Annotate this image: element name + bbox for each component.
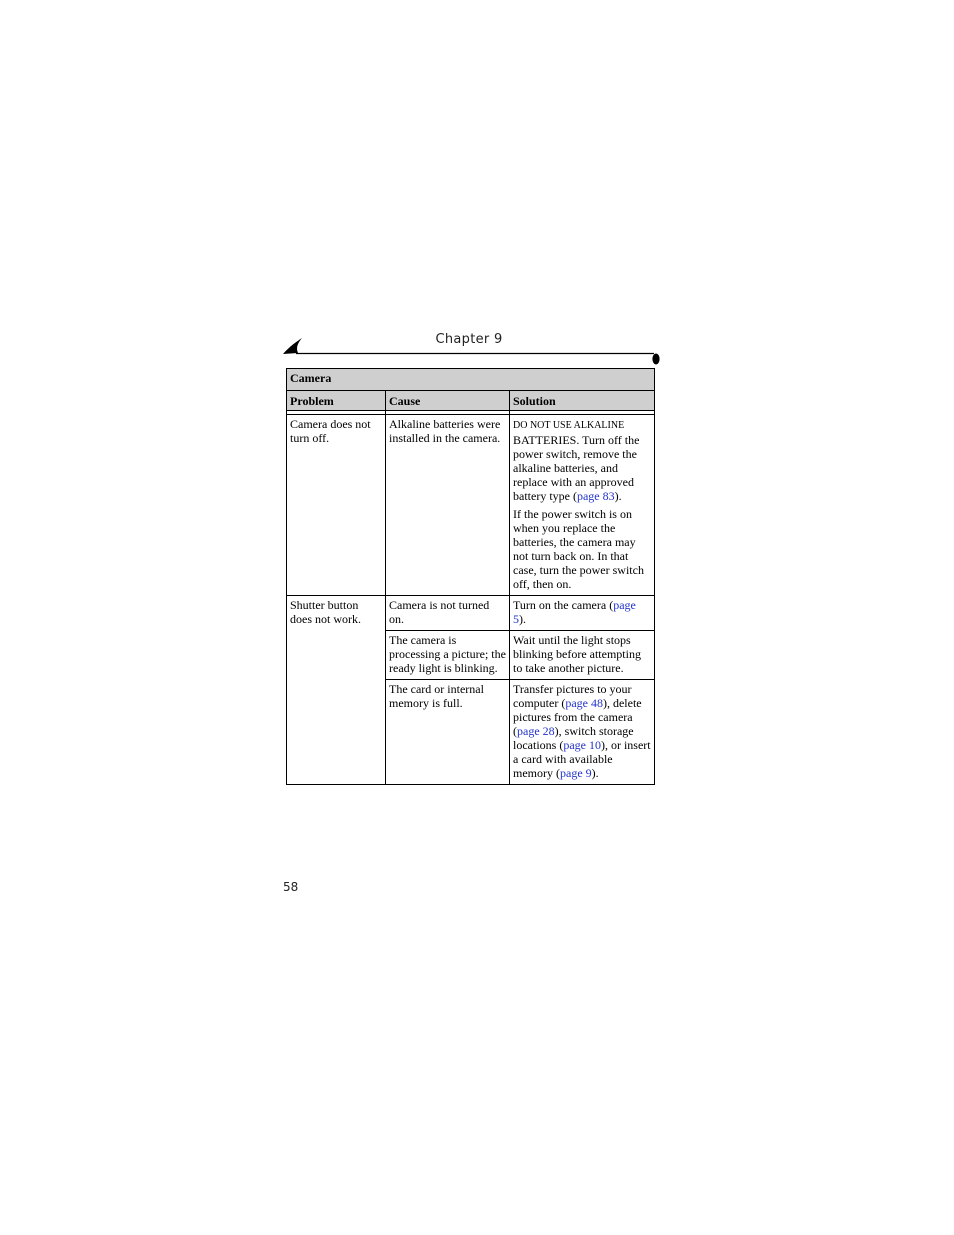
solution-cell: Wait until the light stops blinking before attempting to take another picture. [510, 631, 655, 680]
solution-paragraph: If the power switch is on when you replace the batteries, the camera may not turn back on. In that case, turn the power switch off, then on. [513, 507, 644, 591]
section-title: Camera [287, 369, 655, 391]
solution-text: ), delete pictures from the camera ( [513, 696, 642, 738]
page-link[interactable]: page 48 [565, 696, 603, 710]
chapter-title: Chapter 9 [435, 332, 503, 347]
page-link[interactable]: page 83 [576, 489, 615, 503]
table-row [287, 596, 655, 631]
cause-cell: The card or internal memory is full. [386, 680, 510, 785]
cause-cell: Alkaline batteries were installed in the camera. [386, 415, 510, 596]
solution-paragraph [513, 417, 651, 503]
solution-text: BATTERIES. Turn off the power switch, remove the alkaline batteries, and replace with an approved battery type ( [513, 433, 640, 503]
solution-cell [510, 415, 655, 596]
solution-text: ). [519, 612, 526, 626]
solution-text: ). [591, 766, 599, 780]
page-number: 58 [283, 880, 299, 894]
page-link[interactable]: page 5 [513, 598, 636, 626]
column-header-row [287, 391, 655, 411]
solution-text: ), switch storage locations ( [513, 724, 634, 752]
warning-text: DO NOT USE ALKALINE [513, 420, 625, 431]
cause-cell: Camera is not turned on. [386, 596, 510, 631]
column-header-solution: Solution [510, 391, 655, 411]
solution-text: Turn on the camera ( [513, 598, 614, 612]
solution-text: ), or insert a card with available memory ( [513, 738, 651, 780]
chapter-header [282, 330, 662, 368]
section-header-row [287, 369, 655, 391]
page-link[interactable]: page 10 [563, 738, 601, 752]
solution-cell [510, 680, 655, 785]
column-header-problem: Problem [287, 391, 386, 411]
cause-cell: The camera is processing a picture; the ready light is blinking. [386, 631, 510, 680]
page-link[interactable]: page 28 [517, 724, 555, 738]
solution-text: Transfer pictures to your computer ( [513, 682, 632, 710]
page-link[interactable]: page 9 [560, 766, 592, 780]
table-row [287, 415, 655, 596]
solution-text: ). [614, 489, 622, 503]
solution-cell [510, 596, 655, 631]
camera-troubleshooting-table [286, 368, 655, 785]
problem-cell: Camera does not turn off. [287, 415, 386, 596]
column-header-cause: Cause [386, 391, 510, 411]
problem-cell: Shutter button does not work. [287, 596, 386, 785]
